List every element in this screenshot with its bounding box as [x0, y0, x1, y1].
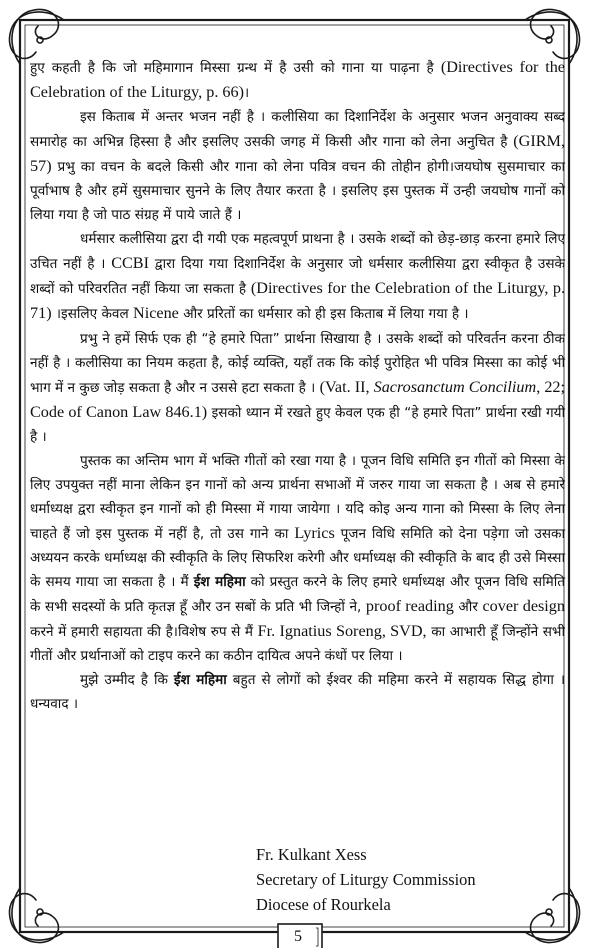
text-run: करने में हमारी सहायता की है।विशेष रुप से मैं	[30, 624, 258, 641]
text-run: का आभारी हूँ जिन्होंने सभी गीतों और प्रर्थानाओं को टाइप करने का कठीन दायित्व अपने कंधों पर लिया ।	[30, 624, 565, 665]
text-run: (Vat. II,	[319, 377, 374, 396]
text-run: (Directives for the Celebration of the Liturgy, p. 66)	[30, 58, 565, 102]
text-run: बहुत से लोगों को ईश्वर की महिमा करने में सहायक सिद्ध होगा । धन्यवाद ।	[30, 672, 565, 713]
paragraph-5	[30, 449, 565, 668]
text-run: , 22; Code of Canon Law 846.1)	[30, 377, 566, 421]
paragraph-4	[30, 327, 565, 449]
text-run: proof reading	[365, 597, 454, 616]
text-run: इस किताब में अन्तर भजन नहीं है । कलीसिया का दिशानिर्देश के अनुसार भजन अनुवाक्य सब्द समारोह का अभिन्न हिस्सा है और इसलिए उसकी जगह में किसी और गाना को लेना अनुचित है	[30, 109, 565, 151]
text-run: Sacrosanctum Concilium	[373, 377, 537, 396]
text-run: Lyrics	[294, 523, 335, 542]
paragraph-2	[30, 105, 565, 227]
signatory-name: Fr. Kulkant Xess	[256, 845, 367, 864]
text-run: प्रभु का वचन के बदले किसी और गाना को लेना पवित्र वचन की तोहीन होगी।जयघोष सुसमाचार का पूर्वाभाष है और हमें सुसमाचार सुनने के लिए तैयार करता है । इसलिए इस पुस्तक में उन्ही जयघोष गानों को लिया गया है जो पाठ संग्रह में पाये जाते हैं ।	[30, 159, 565, 224]
page-number: 5	[280, 926, 316, 948]
paragraph-1	[30, 55, 565, 105]
corner-ornament-bottom-right	[525, 888, 580, 943]
text-run: पूजन विधि समिति को देना पड़ेगा जो उसका अध्ययन करके धर्माध्यक्ष की स्वीकृति के लिए सिफरिश करेगी और धर्माध्यक्ष की स्वीकृति के बाद ही उसे मिस्सा के समय गाया जा सकता है । मैं	[30, 525, 565, 590]
text-run: ईश महिमा	[173, 672, 227, 689]
text-run: मुझे उम्मीद है कि	[80, 672, 174, 689]
text-run: हुए कहती है कि जो महिमागान मिस्सा ग्रन्थ में है उसी को गाना या पाढ़ना है	[30, 60, 441, 76]
text-run: को प्रस्तुत करने के लिए हमारे धर्माध्यक्ष और पूजन विधि समिति के सभी सदस्यों के प्रति कृतज्ञ हूँ और उन सबों के प्रति भी जिन्हों ने,	[30, 573, 565, 616]
text-run: ।इसलिए केवल	[51, 306, 134, 323]
text-run: CCBI	[111, 254, 149, 273]
signatory-title: Secretary of Liturgy Commission	[256, 870, 476, 889]
document-body	[30, 55, 565, 716]
text-run: और	[453, 599, 483, 616]
text-run: इसको ध्यान में रखते हुए केवल एक ही “हे हमारे पिता” प्रार्थना रखी गयी है ।	[30, 404, 566, 445]
corner-ornament-bottom-left	[9, 888, 64, 943]
text-run: पुस्तक का अन्तिम भाग में भक्ति गीतों को रखा गया है । पूजन विधि समिति इन गीतों को मिस्सा के लिए उपयुक्त नहीं माना लेकिन इन गानों को अन्य प्रार्थना सभाओं में जरुर गाया जा सकता है । अब से हमारे धर्माध्यक्ष द्वरा स्वीकृत इन गानों को ही मिस्सा में गाया जायेगा । यदि कोइ अन्य गाना को मिस्सा के लिए लेना चाहते हैं जो इस पुस्तक में नहीं है, तो उस गाने का	[30, 452, 565, 542]
text-run: (GIRM, 57)	[30, 132, 565, 176]
text-run: प्रभु ने हमें सिर्फ एक ही “हे हमारे पिता” प्रार्थना सिखाया है । उसके शब्दों को परिवर्तन करना ठीक नहीं है । कलीसिया का नियम कहता है, कोई व्यक्ति, यहाँ तक कि कोई पुरोहित भी पवित्र मिस्सा का कोई भी भाग में न कुछ जोड़ सकता है और न उससे हटा सकता है ।	[30, 330, 565, 396]
text-run: Nicene	[133, 304, 179, 323]
signature-block	[256, 842, 476, 917]
text-run: और प्ररितों का धर्मसार को ही इस किताब में लिया गया है ।	[178, 306, 469, 323]
text-run: ईश महिमा	[193, 573, 246, 590]
text-run: ।	[244, 85, 250, 102]
signatory-diocese: Diocese of Rourkela	[256, 895, 391, 914]
paragraph-3	[30, 227, 565, 326]
text-run: (Directives for the Celebration of the Liturgy, p. 71)	[30, 279, 565, 323]
text-run: cover design	[482, 597, 565, 616]
text-run: Fr. Ignatius Soreng, SVD,	[257, 622, 427, 641]
text-run: धर्मसार कलीसिया द्वरा दी गयी एक महत्वपूर्ण प्राथना है । उसके शब्दों को छेड़-छाड़ करना हमारे लिए उचित नहीं है ।	[30, 231, 565, 273]
paragraph-6	[30, 668, 565, 716]
text-run: द्वारा दिया गया दिशानिर्देश के अनुसार जो धर्मसार कलीसिया द्वरा स्वीकृत है उसके शब्दों को परिवरतित नहीं किया जा सकता है	[30, 256, 565, 298]
